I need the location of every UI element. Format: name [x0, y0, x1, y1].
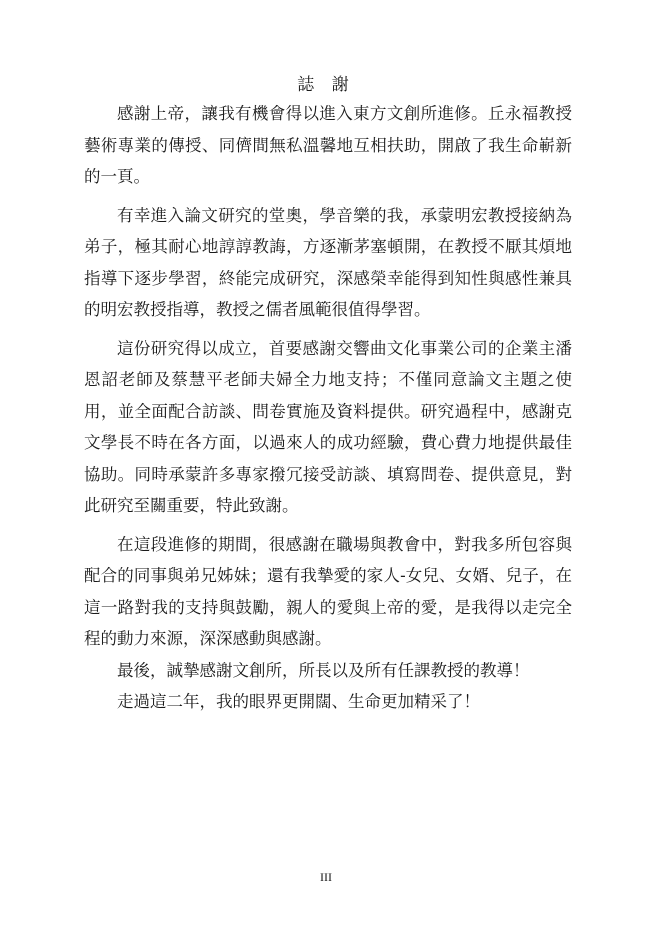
acknowledgement-body — [84, 98, 572, 718]
paragraph-2: 有幸進入論文研究的堂奧，學音樂的我，承蒙明宏教授接納為弟子，極其耐心地諄諄教誨，方逐漸茅塞頓開，在教授不厭其煩地指導下逐步學習，終能完成研究，深感榮幸能得到知性與感性兼具的明宏教授指導，教授之儒者風範很值得學習。 — [84, 205, 572, 319]
page-title: 誌 謝 — [297, 75, 355, 95]
paragraph-3: 這份研究得以成立，首要感謝交響曲文化事業公司的企業主潘恩詔老師及蔡慧平老師夫婦全力地支持；不僅同意論文主題之使用，並全面配合訪談、問卷實施及資料提供。研究過程中，感謝克文學長不時在各方面，以過來人的成功經驗，費心費力地提供最佳協助。同時承蒙許多專家撥冗接受訪談、填寫問卷、提供意見，對此研究至關重要，特此致謝。 — [84, 338, 572, 515]
paragraph-6: 走過這二年，我的眼界更開闊、生命更加精采了！ — [117, 692, 480, 711]
paragraph-1: 感謝上帝，讓我有機會得以進入東方文創所進修。丘永福教授藝術專業的傳授、同儕間無私溫馨地互相扶助，開啟了我生命嶄新的一頁。 — [84, 104, 572, 186]
paragraph-4: 在這段進修的期間，很感謝在職場與教會中，對我多所包容與配合的同事與弟兄姊妹；還有我摯愛的家人-女兒、女婿、兒子，在這一路對我的支持與鼓勵，親人的愛與上帝的愛，是我得以走完全程的動力來源，深深感動與感謝。 — [84, 534, 572, 648]
page-number: III — [320, 870, 332, 884]
paragraph-5: 最後，誠摯感謝文創所，所長以及所有任課教授的教導！ — [117, 660, 530, 680]
